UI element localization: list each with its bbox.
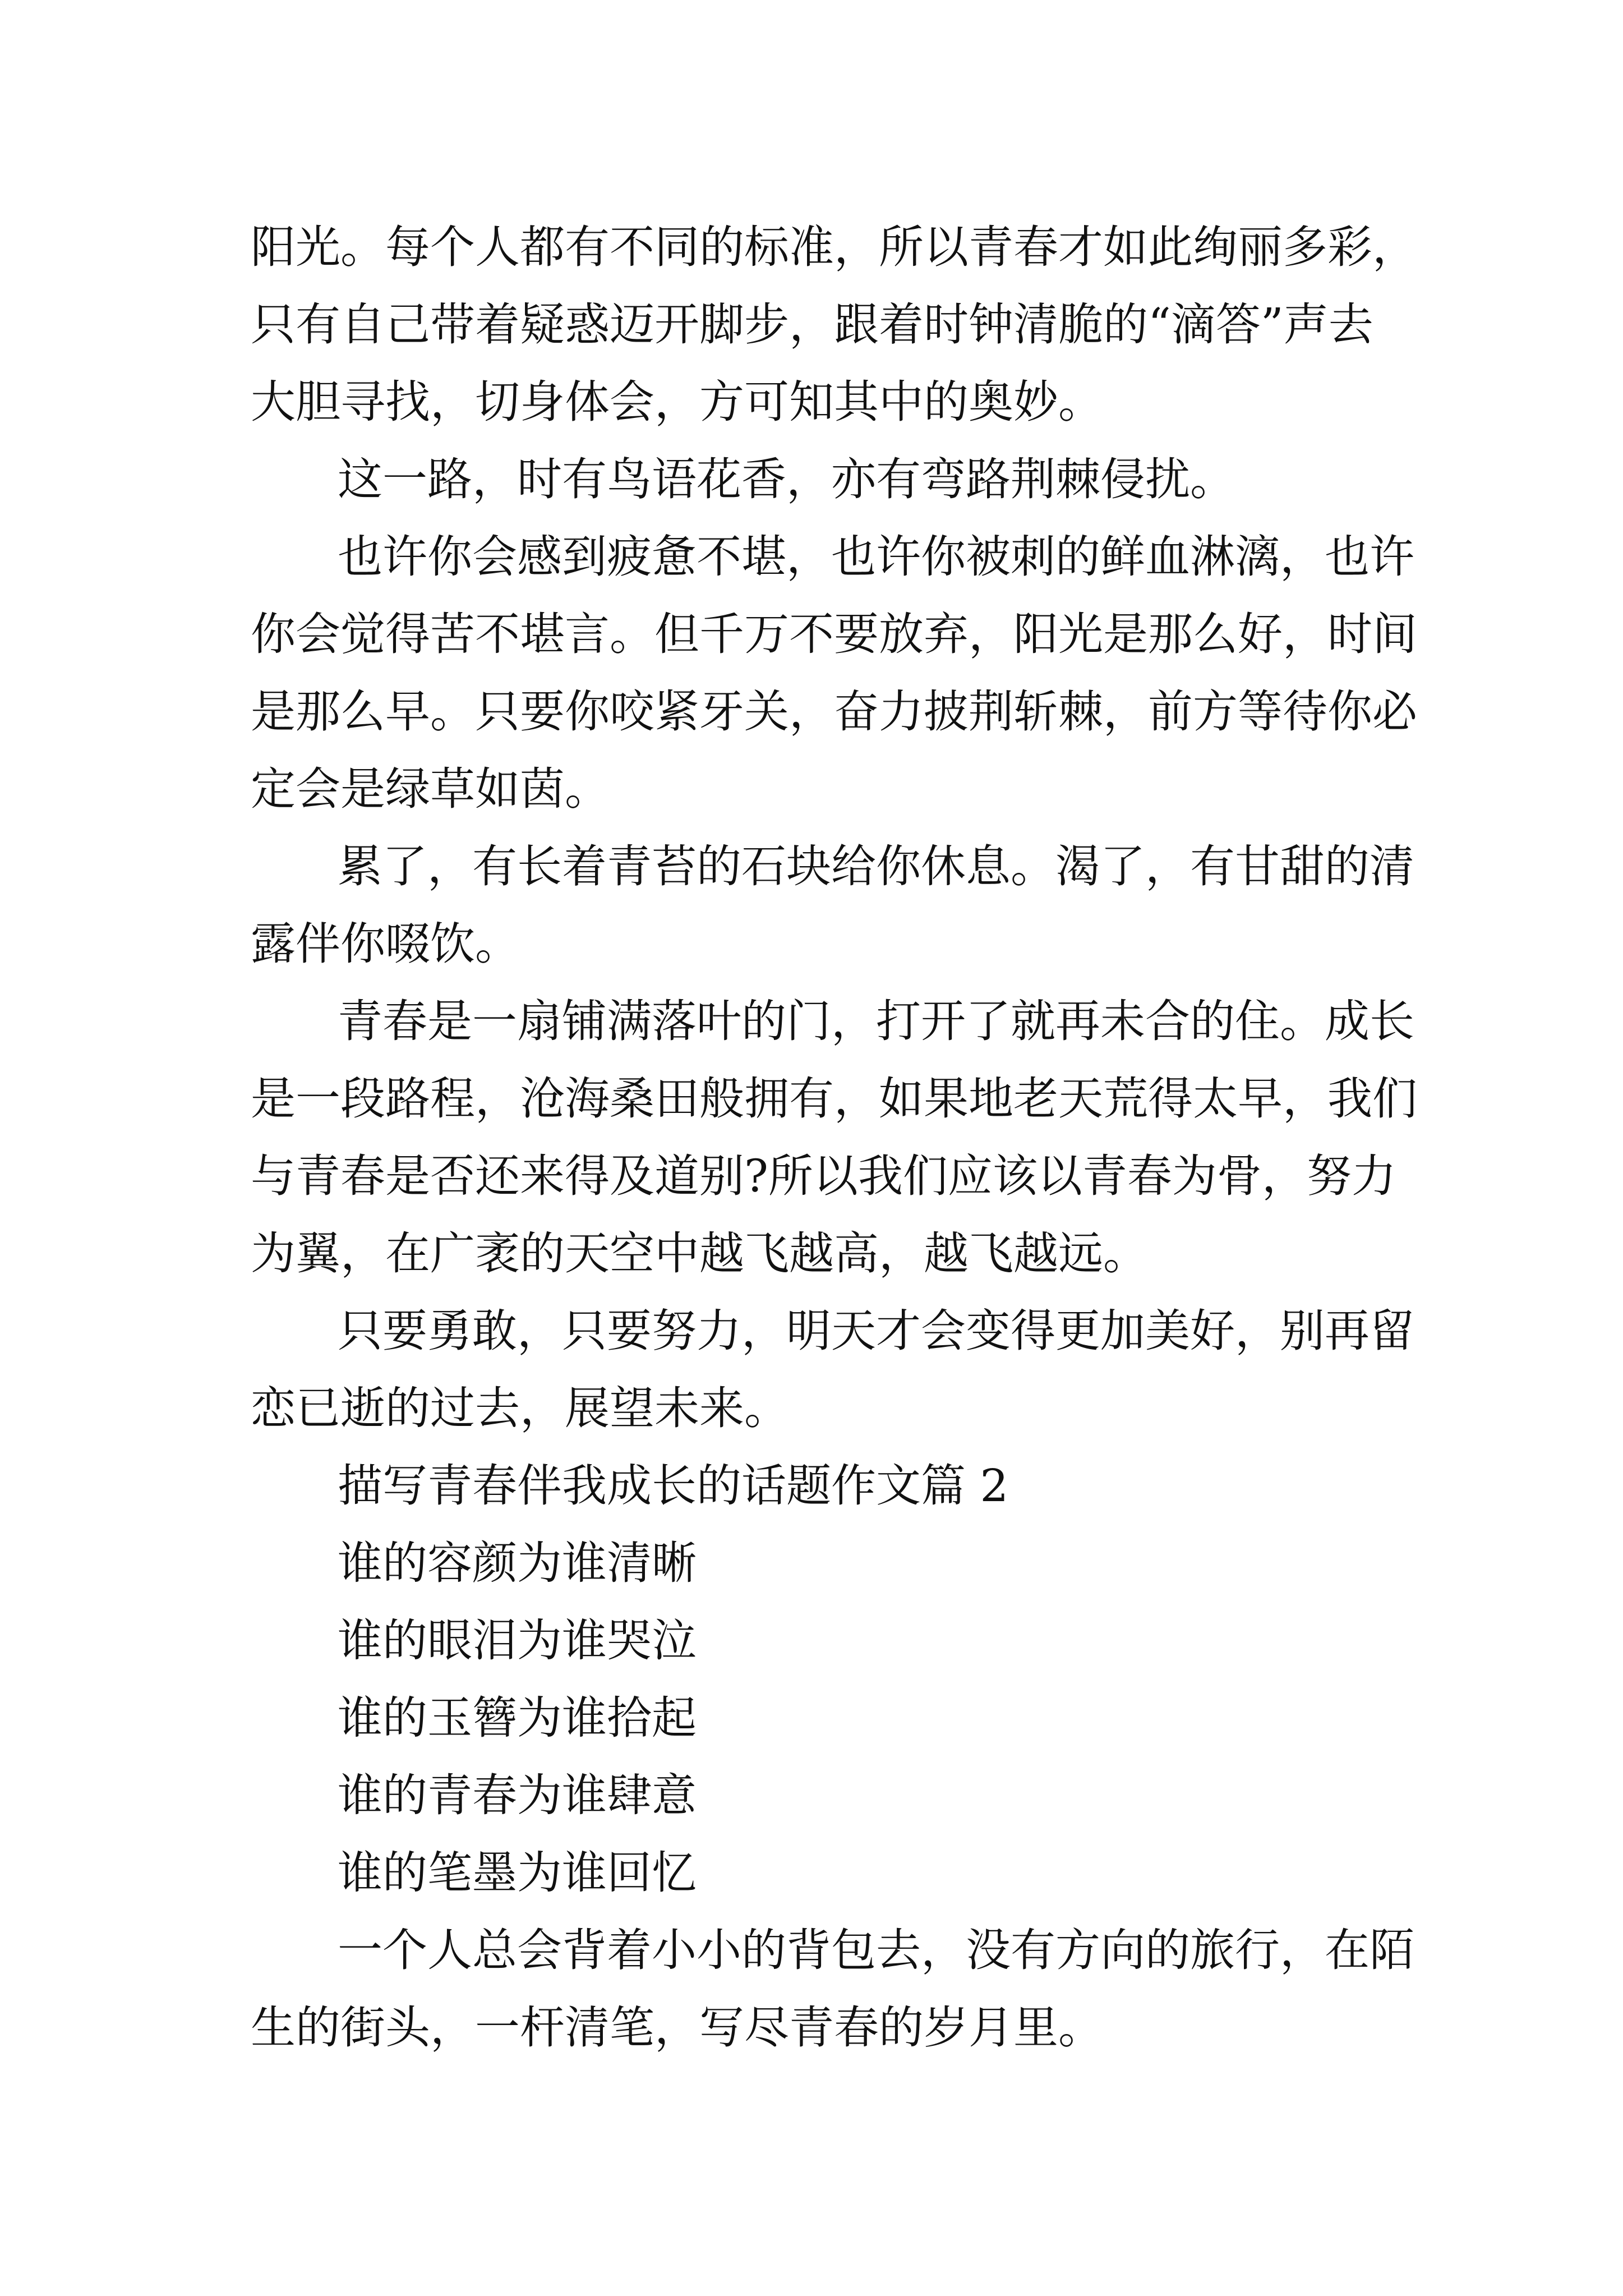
paragraph-line: 露伴你啜饮。 (251, 918, 520, 970)
paragraph-line: 一个人总会背着小小的背包去，没有方向的旅行，在陌 (338, 1924, 1414, 1976)
paragraph-line: 与青春是否还来得及道别?所以我们应该以青春为骨，努力 (251, 1150, 1396, 1202)
paragraph-line: 生的街头，一杆清笔，写尽青春的岁月里。 (251, 2001, 1103, 2054)
paragraph-line: 累了，有长着青苔的石块给你休息。渴了，有甘甜的清 (338, 840, 1414, 892)
paragraph-line: 青春是一扇铺满落叶的门，打开了就再未合的住。成长 (338, 995, 1414, 1047)
paragraph-line: 只有自己带着疑惑迈开脚步，跟着时钟清脆的“滴答”声去 (251, 298, 1373, 351)
paragraph-line: 阳光。每个人都有不同的标准，所以青春才如此绚丽多彩， (251, 221, 1417, 273)
paragraph-line: 也许你会感到疲惫不堪，也许你被刺的鲜血淋漓，也许 (338, 531, 1414, 583)
paragraph-line: 为翼，在广袤的天空中越飞越高，越飞越远。 (251, 1227, 1148, 1280)
poem-line: 谁的眼泪为谁哭泣 (338, 1614, 697, 1667)
paragraph-line: 只要勇敢，只要努力，明天才会变得更加美好，别再留 (338, 1305, 1414, 1357)
paragraph-line: 大胆寻找，切身体会，方可知其中的奥妙。 (251, 376, 1103, 428)
section-heading: 描写青春伴我成长的话题作文篇 2 (338, 1460, 1009, 1512)
paragraph-line: 是一段路程，沧海桑田般拥有，如果地老天荒得太早，我们 (251, 1073, 1417, 1125)
paragraph-line: 这一路，时有鸟语花香，亦有弯路荆棘侵扰。 (338, 453, 1235, 505)
poem-line: 谁的笔墨为谁回忆 (338, 1847, 697, 1899)
paragraph-line: 你会觉得苦不堪言。但千万不要放弃，阳光是那么好，时间 (251, 608, 1417, 660)
paragraph-line: 是那么早。只要你咬紧牙关，奋力披荆斩棘，前方等待你必 (251, 685, 1417, 738)
poem-line: 谁的容颜为谁清晰 (338, 1537, 697, 1589)
poem-line: 谁的玉簪为谁拾起 (338, 1692, 697, 1744)
paragraph-line: 定会是绿草如茵。 (251, 763, 610, 815)
poem-line: 谁的青春为谁肆意 (338, 1769, 697, 1821)
paragraph-line: 恋已逝的过去，展望未来。 (251, 1382, 789, 1434)
